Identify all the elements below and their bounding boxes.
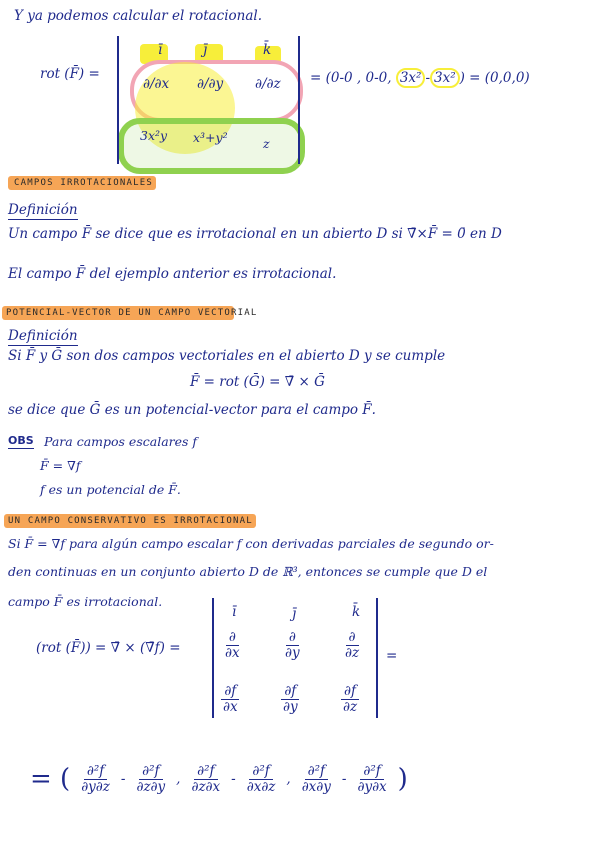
- matrix2-left-bar: [212, 598, 214, 718]
- f1-num: ∂²f: [84, 764, 107, 780]
- rot1-term1: 3x²: [396, 68, 426, 88]
- comp-z-den: ∂z: [343, 698, 358, 715]
- final-minus-3: -: [341, 771, 347, 788]
- matrix2-op-x: [222, 630, 243, 661]
- op-y-num: ∂: [286, 630, 299, 646]
- op-y-den: ∂y: [285, 644, 300, 661]
- matrix2-comp-z: [340, 684, 360, 715]
- final-close: ): [397, 764, 408, 795]
- comp-x-den: ∂x: [223, 698, 238, 715]
- matrix1-dx: ∂/∂x: [143, 76, 170, 92]
- f4-den: ∂x∂z: [246, 778, 276, 795]
- final-minus-2: -: [231, 771, 236, 788]
- obs-line-1: Para campos escalares f: [44, 434, 198, 449]
- final-minus-1: -: [120, 771, 126, 788]
- op-x-den: ∂x: [225, 644, 240, 661]
- matrix2-j: j̄: [292, 606, 297, 622]
- matrix1-j: j̄: [203, 42, 208, 58]
- f3-num: ∂²f: [194, 764, 217, 780]
- f5-num: ∂²f: [305, 764, 328, 780]
- matrix1-comp2: x³+y²: [193, 130, 228, 145]
- matrix2-i: ī: [232, 604, 237, 620]
- rot1-result-a: = (0-0 , 0-0,: [310, 70, 396, 86]
- f4-num: ∂²f: [249, 764, 272, 780]
- obs-line-2: F̄ = ∇f: [40, 458, 81, 473]
- final-frac-2: [133, 764, 168, 795]
- f5-den: ∂x∂y: [301, 778, 331, 795]
- final-open: = (: [30, 764, 71, 795]
- f2-den: ∂z∂y: [136, 778, 166, 795]
- f6-den: ∂y∂x: [357, 778, 387, 795]
- matrix2-comp-x: [220, 684, 241, 715]
- green-highlight-comp-row: [118, 118, 305, 174]
- matrix2-k: k̄: [352, 604, 361, 620]
- op-z-num: ∂: [346, 630, 359, 646]
- rot1-minus: -: [425, 70, 430, 86]
- cons-line-2: den continuas en un conjunto abierto D de ℝ³, entonces se cumple que D el: [8, 564, 488, 579]
- obs-label: OBS: [8, 434, 34, 447]
- f3-den: ∂z∂x: [191, 778, 221, 795]
- rot1-term2: 3x²: [430, 68, 460, 88]
- matrix1-k: k̄: [263, 42, 272, 58]
- def-formula-2: F̄ = rot (Ḡ) = ∇̄ × Ḡ: [190, 374, 325, 390]
- final-comma-1: ,: [176, 771, 181, 788]
- def-label-2: Definición: [8, 328, 78, 344]
- matrix2-equals: =: [386, 648, 398, 664]
- matrix1-i: ī: [158, 42, 163, 58]
- rot1-result: [310, 70, 530, 86]
- matrix2-comp-y: [280, 684, 301, 715]
- matrix2-op-z: [342, 630, 362, 661]
- final-frac-3: [188, 764, 223, 795]
- matrix1-comp1: 3x²y: [140, 128, 168, 143]
- final-frac-6: [354, 764, 389, 795]
- cons-line-3: campo F̄ es irrotacional.: [8, 594, 163, 609]
- matrix1-right-bar: [298, 36, 300, 164]
- obs-line-3: f es un potencial de F̄.: [40, 482, 181, 497]
- f6-num: ∂²f: [360, 764, 383, 780]
- def-label-1: Definición: [8, 202, 78, 218]
- final-comma-2: ,: [286, 771, 291, 788]
- def-text-1: Un campo F̄ se dice que es irrotacional en un abierto D si ∇̄×F̄ = 0̄ en D: [8, 226, 502, 242]
- rot2-lhs: (rot (F̄)) = ∇̄ × (∇̄f) =: [36, 640, 181, 656]
- rot-lhs: rot (F̄) =: [40, 66, 100, 82]
- op-z-den: ∂z: [345, 644, 360, 661]
- final-frac-4: [244, 764, 279, 795]
- matrix2-op-y: [282, 630, 303, 661]
- rot1-result-b: ) = (0,0,0): [459, 70, 530, 86]
- final-frac-1: [78, 764, 113, 795]
- section3-heading: UN CAMPO CONSERVATIVO ES IRROTACIONAL: [8, 516, 253, 526]
- comp-y-num: ∂f: [281, 684, 299, 700]
- section2-heading: POTENCIAL-VECTOR DE UN CAMPO VECTORIAL: [6, 308, 258, 318]
- matrix1-dy: ∂/∂y: [197, 76, 224, 92]
- matrix1-comp3: z: [263, 136, 270, 151]
- intro-text: Y ya podemos calcular el rotacional.: [14, 8, 263, 24]
- example-text: El campo F̄ del ejemplo anterior es irrotacional.: [8, 266, 337, 282]
- def-text-2: Si F̄ y Ḡ son dos campos vectoriales en el abierto D y se cumple: [8, 348, 446, 364]
- f1-den: ∂y∂z: [81, 778, 110, 795]
- cons-line-1: Si F̄ = ∇̄f para algún campo escalar f con derivadas parciales de segundo or-: [8, 536, 494, 551]
- matrix1-dz: ∂/∂z: [255, 76, 281, 92]
- comp-y-den: ∂y: [283, 698, 298, 715]
- def-text-3: se dice que Ḡ es un potencial-vector para el campo F̄.: [8, 402, 376, 418]
- final-frac-5: [299, 764, 334, 795]
- op-x-num: ∂: [226, 630, 239, 646]
- final-expression: [30, 764, 408, 795]
- matrix1-left-bar: [117, 36, 119, 164]
- f2-num: ∂²f: [139, 764, 162, 780]
- section1-heading: CAMPOS IRROTACIONALES: [14, 178, 153, 188]
- comp-x-num: ∂f: [221, 684, 239, 700]
- comp-z-num: ∂f: [341, 684, 359, 700]
- matrix2-right-bar: [376, 598, 378, 718]
